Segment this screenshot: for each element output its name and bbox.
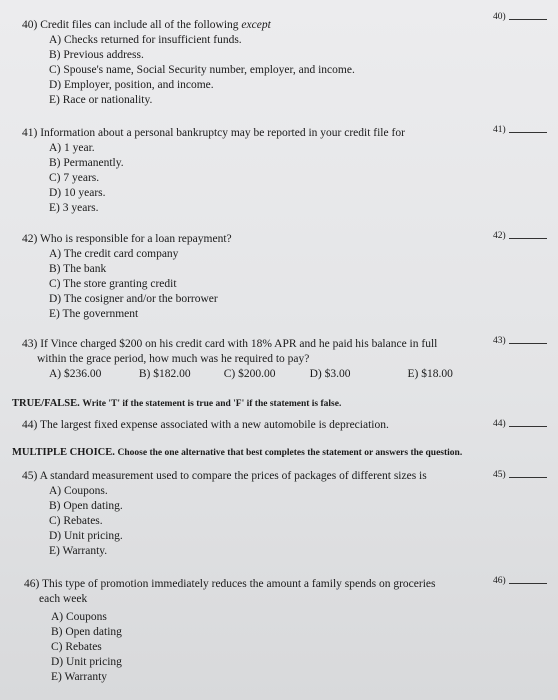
question-stem	[22, 337, 453, 352]
option-a[interactable]: A) Coupons	[51, 611, 107, 623]
answer-label: 44)	[493, 419, 506, 429]
question-text: Information about a personal bankruptcy may be reported in your credit file for	[40, 127, 405, 139]
question-stem	[22, 126, 405, 141]
question-stem	[22, 18, 355, 33]
answer-label: 41)	[493, 125, 506, 135]
question-41	[22, 126, 405, 216]
option-a[interactable]: A) Checks returned for insufficient funds.	[49, 34, 242, 46]
option-b[interactable]: B) $182.00	[138, 368, 191, 380]
option-e[interactable]: E) Race or nationality.	[49, 94, 153, 106]
option-a[interactable]: A) $236.00	[49, 368, 102, 380]
section-instruction: Choose the one alternative that best completes the statement or answers the question.	[117, 448, 463, 458]
answer-label: 46)	[493, 576, 506, 586]
option-e[interactable]: E) Warranty	[51, 671, 108, 683]
answer-blank-40[interactable]	[493, 12, 547, 22]
option-b[interactable]: B) Open dating	[51, 626, 122, 638]
question-number: 45)	[22, 470, 38, 482]
question-number: 46)	[24, 578, 40, 590]
question-number: 41)	[22, 127, 38, 139]
option-d[interactable]: D) The cosigner and/or the borrower	[49, 293, 218, 305]
answer-label: 43)	[493, 336, 506, 346]
options-list	[24, 607, 435, 685]
question-text: Who is responsible for a loan repayment?	[40, 233, 232, 245]
option-e[interactable]: E) The government	[49, 308, 139, 320]
section-true-false	[12, 398, 341, 409]
answer-line[interactable]	[509, 238, 547, 239]
answer-line[interactable]	[509, 132, 547, 133]
answer-line[interactable]	[509, 583, 547, 584]
question-42	[22, 232, 232, 322]
answer-line[interactable]	[509, 19, 547, 20]
question-stem	[24, 577, 435, 592]
section-instruction: Write 'T' if the statement is true and 'F' if the statement is false.	[82, 399, 342, 409]
answer-line[interactable]	[509, 477, 547, 478]
section-title: MULTIPLE CHOICE.	[12, 447, 115, 458]
answer-blank-45[interactable]	[493, 470, 547, 480]
answer-label: 45)	[493, 470, 506, 480]
answer-blank-44[interactable]	[493, 419, 547, 429]
option-a[interactable]: A) Coupons.	[49, 485, 108, 497]
question-45	[22, 469, 427, 559]
option-c[interactable]: C) $200.00	[223, 368, 276, 380]
option-d[interactable]: D) $3.00	[309, 368, 351, 380]
question-43	[22, 337, 453, 382]
question-number: 42)	[22, 233, 38, 245]
question-44	[22, 418, 389, 433]
answer-blank-41[interactable]	[493, 125, 547, 135]
answer-blank-46[interactable]	[493, 576, 547, 586]
option-d[interactable]: D) Unit pricing.	[49, 530, 123, 542]
question-stem	[22, 469, 427, 484]
option-d[interactable]: D) Unit pricing	[51, 656, 122, 668]
section-title: TRUE/FALSE.	[12, 398, 80, 409]
option-a[interactable]: A) The credit card company	[49, 248, 179, 260]
section-multiple-choice	[12, 447, 462, 458]
answer-blank-43[interactable]	[493, 336, 547, 346]
options-list	[22, 484, 427, 559]
question-46	[24, 577, 435, 685]
question-40	[22, 18, 355, 108]
answer-label: 40)	[493, 12, 506, 22]
question-text-line2: each week	[39, 593, 88, 605]
option-b[interactable]: B) Previous address.	[49, 49, 144, 61]
option-e[interactable]: E) $18.00	[407, 368, 453, 380]
question-text: A standard measurement used to compare the prices of packages of different sizes is	[39, 470, 427, 482]
option-e[interactable]: E) Warranty.	[49, 545, 108, 557]
question-stem	[22, 418, 389, 433]
option-b[interactable]: B) Permanently.	[49, 157, 124, 169]
question-text: This type of promotion immediately reduces the amount a family spends on groceries	[42, 578, 436, 590]
options-list	[22, 247, 232, 322]
option-c[interactable]: C) Rebates.	[49, 515, 103, 527]
question-stem	[22, 232, 232, 247]
options-list	[22, 33, 355, 108]
question-text: Credit files can include all of the following	[40, 19, 242, 31]
option-a[interactable]: A) 1 year.	[49, 142, 95, 154]
answer-blank-42[interactable]	[493, 231, 547, 241]
answer-line[interactable]	[509, 426, 547, 427]
option-b[interactable]: B) Open dating.	[49, 500, 123, 512]
question-text-line2: within the grace period, how much was he required to pay?	[37, 353, 310, 365]
question-text: The largest fixed expense associated with a new automobile is depreciation.	[40, 419, 389, 431]
question-text: If Vince charged $200 on his credit card with 18% APR and he paid his balance in full	[40, 338, 438, 350]
question-number: 43)	[22, 338, 38, 350]
answer-line[interactable]	[509, 343, 547, 344]
option-c[interactable]: C) The store granting credit	[49, 278, 177, 290]
answer-label: 42)	[493, 231, 506, 241]
options-row	[22, 367, 453, 382]
question-emphasis: except	[241, 19, 271, 31]
option-c[interactable]: C) Rebates	[51, 641, 102, 653]
option-b[interactable]: B) The bank	[49, 263, 107, 275]
option-d[interactable]: D) Employer, position, and income.	[49, 79, 214, 91]
options-list	[22, 141, 405, 216]
option-e[interactable]: E) 3 years.	[49, 202, 99, 214]
question-number: 40)	[22, 19, 38, 31]
option-d[interactable]: D) 10 years.	[49, 187, 106, 199]
question-number: 44)	[22, 419, 38, 431]
option-c[interactable]: C) 7 years.	[49, 172, 100, 184]
option-c[interactable]: C) Spouse's name, Social Security number, employer, and income.	[49, 64, 355, 76]
